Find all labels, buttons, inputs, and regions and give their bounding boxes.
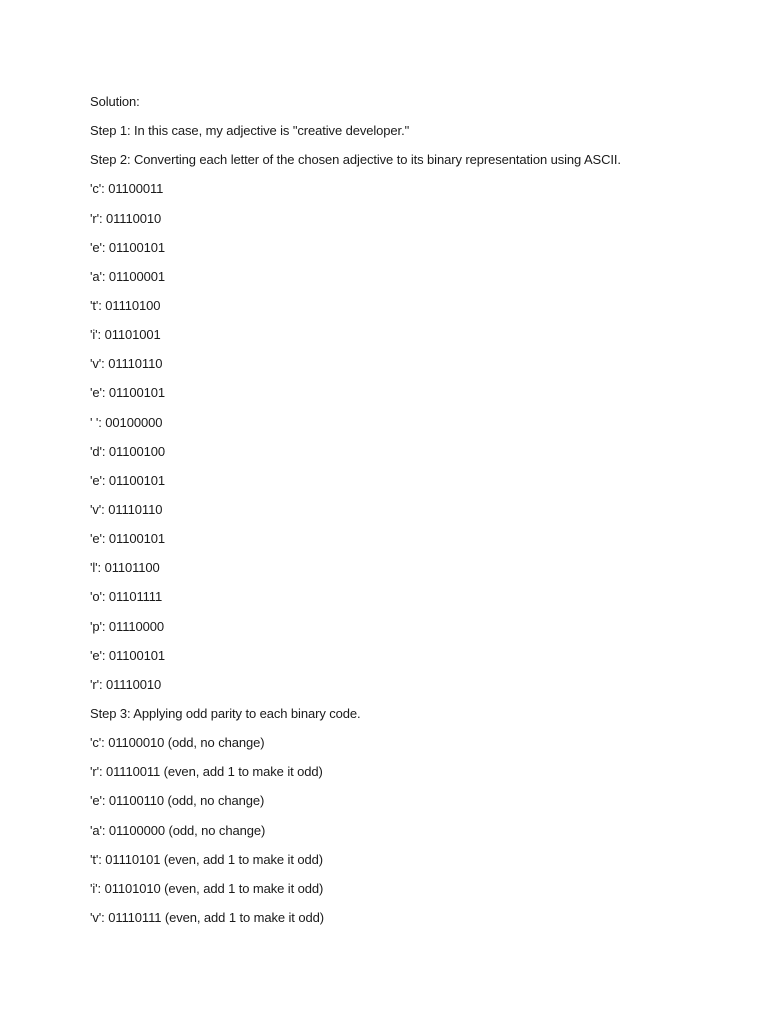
parity-entry: 'r': 01110011 (even, add 1 to make it odd) xyxy=(90,764,323,780)
step-3-text: Step 3: Applying odd parity to each binary code. xyxy=(90,705,361,721)
ascii-entry: 'v': 01110110 xyxy=(90,356,163,372)
ascii-entry: 'r': 01110010 xyxy=(90,210,162,226)
parity-entry: 'i': 01101010 (even, add 1 to make it odd) xyxy=(90,880,324,896)
ascii-entry: 'e': 01100101 xyxy=(90,472,165,488)
ascii-entry: 'e': 01100101 xyxy=(90,531,165,547)
step-2-text: Step 2: Converting each letter of the chosen adjective to its binary representation using ASCII. xyxy=(90,152,621,168)
ascii-entry: 'e': 01100101 xyxy=(90,647,165,663)
ascii-entry: 'd': 01100100 xyxy=(90,443,165,459)
ascii-entry: 'p': 01110000 xyxy=(90,618,165,634)
solution-heading: Solution: xyxy=(90,94,140,109)
ascii-entry: 'o': 01101111 xyxy=(90,589,163,605)
ascii-entry: 'e': 01100101 xyxy=(90,239,165,255)
ascii-entry: 'c': 01100011 xyxy=(90,181,164,197)
parity-entry: 'e': 01100110 (odd, no change) xyxy=(90,793,265,809)
step-1-text: Step 1: In this case, my adjective is "creative developer." xyxy=(90,123,410,139)
ascii-entry: 'i': 01101001 xyxy=(90,327,161,343)
ascii-entry: 'v': 01110110 xyxy=(90,501,163,517)
ascii-entry: 'r': 01110010 xyxy=(90,676,162,692)
parity-entry: 'v': 01110111 (even, add 1 to make it odd) xyxy=(90,909,324,925)
ascii-entry: 'a': 01100001 xyxy=(90,268,165,284)
ascii-entry: 'l': 01101100 xyxy=(90,560,160,576)
parity-entry: 'c': 01100010 (odd, no change) xyxy=(90,735,265,751)
ascii-entry: 'e': 01100101 xyxy=(90,385,165,401)
ascii-entry: 't': 01110100 xyxy=(90,297,161,313)
parity-entry: 't': 01110101 (even, add 1 to make it odd) xyxy=(90,851,323,867)
parity-entry: 'a': 01100000 (odd, no change) xyxy=(90,822,266,838)
document-body xyxy=(90,92,730,937)
ascii-entry: ' ': 00100000 xyxy=(90,414,163,430)
